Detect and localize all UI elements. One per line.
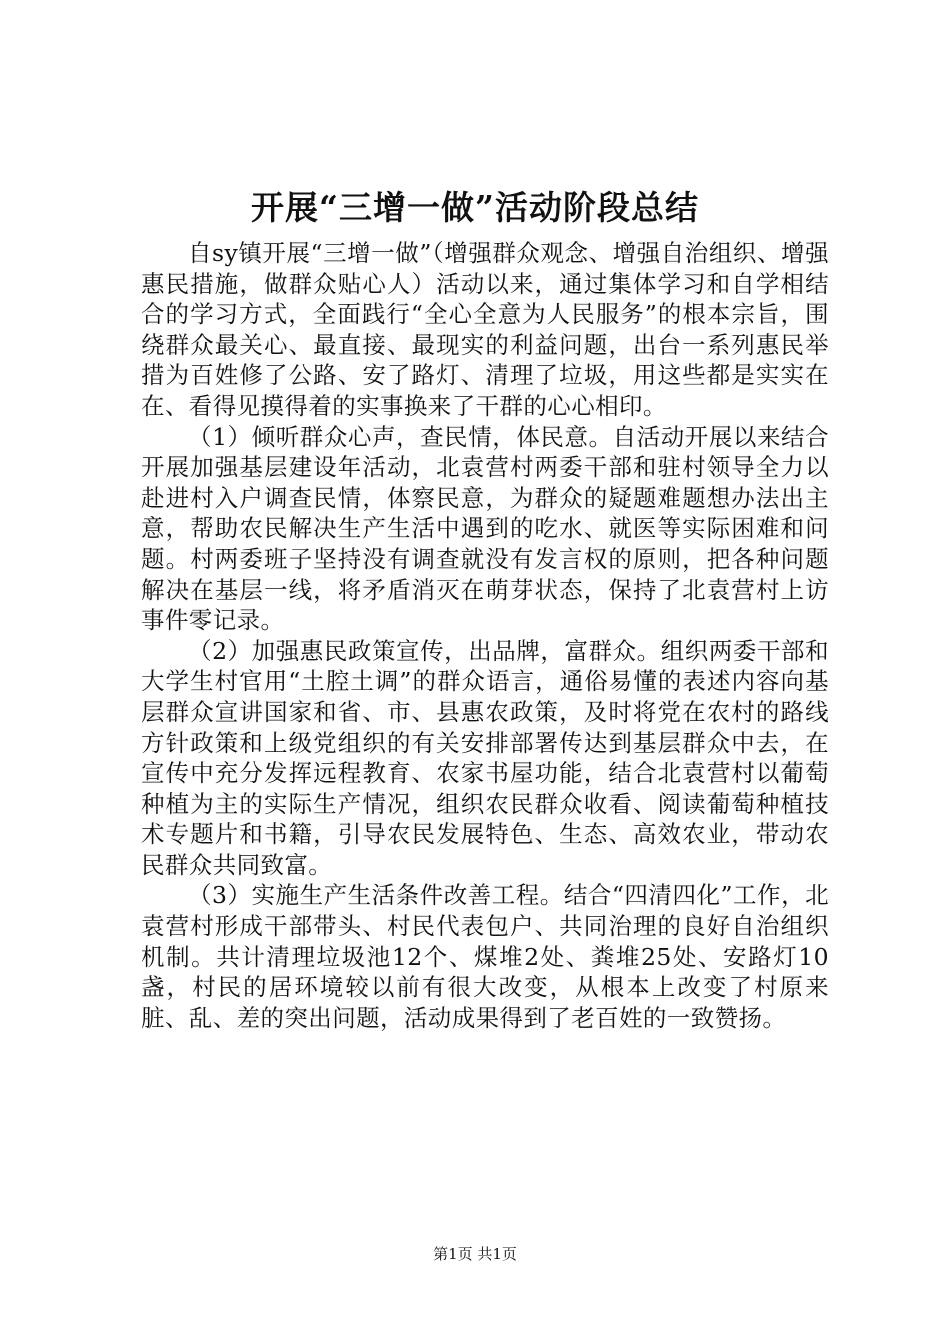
paragraph-item-1: （1）倾听群众心声，查民情，体民意。自活动开展以来结合开展加强基层建设年活动，北袁营村两委干部和驻村领导全力以赴进村入户调查民情，体察民意，为群众的疑题难题想办法出主意，帮助农民解决生产生活中遇到的吃水、就医等实际困难和问题。村两委班子坚持没有调查就没有发言权的原则，把各种问题解决在基层一线，将矛盾消灭在萌芽状态，保持了北袁营村上访事件零记录。 [141, 422, 829, 635]
page-number-footer: 第1页 共1页 [433, 1245, 517, 1263]
paragraph-intro: 自sy镇开展“三增一做”（增强群众观念、增强自治组织、增强惠民措施，做群众贴心人）活动以来，通过集体学习和自学相结合的学习方式，全面践行“全心全意为人民服务”的根本宗旨，围绕群众最关心、最直接、最现实的利益问题，出台一系列惠民举措为百姓修了公路、安了路灯、清理了垃圾，用这些都是实实在在、看得见摸得着的实事换来了干群的心心相印。 [141, 239, 829, 420]
document-title: 开展“三增一做”活动阶段总结 [251, 188, 699, 227]
paragraph-item-2: （2）加强惠民政策宣传，出品牌，富群众。组织两委干部和大学生村官用“土腔土调”的群众语言，通俗易懂的表述内容向基层群众宣讲国家和省、市、县惠农政策，及时将党在农村的路线方针政策和上级党组织的有关安排部署传达到基层群众中去，在宣传中充分发挥远程教育、农家书屋功能，结合北袁营村以葡萄种植为主的实际生产情况，组织农民群众收看、阅读葡萄种植技术专题片和书籍，引导农民发展特色、生态、高效农业，带动农民群众共同致富。 [141, 636, 829, 879]
document-body [141, 238, 829, 1033]
paragraph-item-3: （3）实施生产生活条件改善工程。结合“四清四化”工作，北袁营村形成干部带头、村民代表包户、共同治理的良好自治组织机制。共计清理垃圾池12个、煤堆2处、粪堆25处、安路灯10盏，村民的居环境较以前有很大改变，从根本上改变了村原来脏、乱、差的突出问题，活动成果得到了老百姓的一致赞扬。 [141, 881, 829, 1032]
